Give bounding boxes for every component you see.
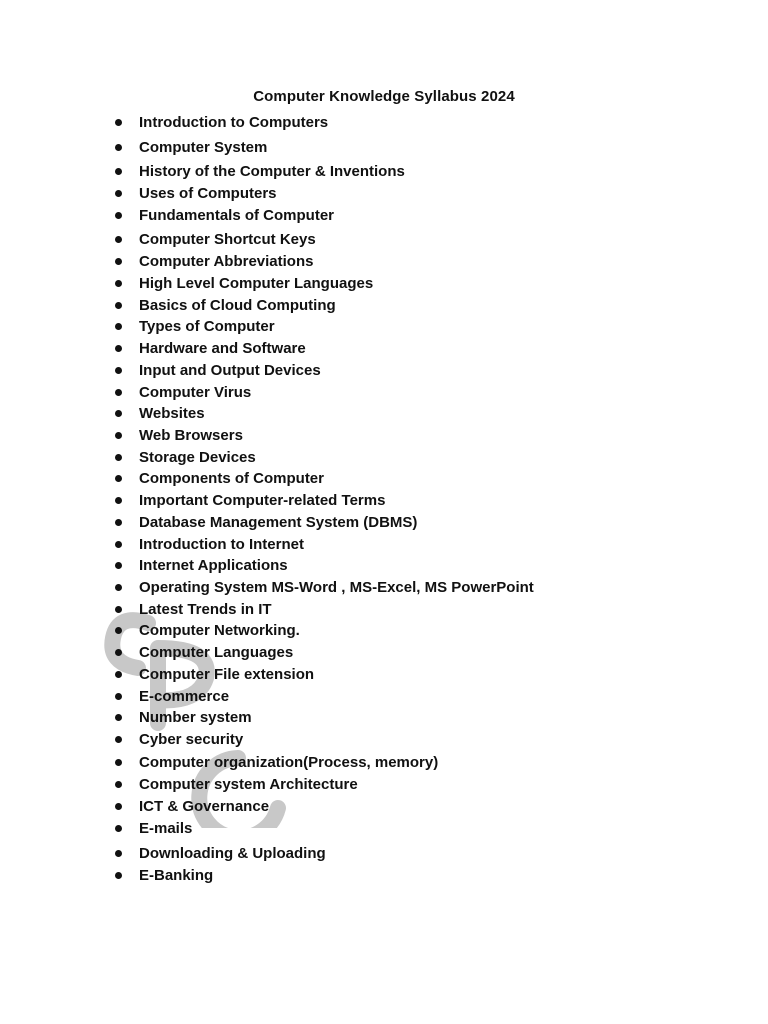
list-item-label: Cyber security — [139, 731, 244, 748]
bullet-icon — [115, 825, 122, 832]
list-item — [115, 138, 675, 158]
bullet-icon — [115, 410, 122, 417]
list-item — [115, 230, 675, 250]
list-item — [115, 621, 675, 641]
list-item-label: Computer Abbreviations — [139, 253, 314, 270]
list-item-label: Web Browsers — [139, 427, 243, 444]
list-item-label: Components of Computer — [139, 470, 324, 487]
list-item — [115, 513, 675, 533]
bullet-icon — [115, 606, 122, 613]
bullet-icon — [115, 236, 122, 243]
bullet-icon — [115, 627, 122, 634]
list-item-label: Internet Applications — [139, 557, 288, 574]
list-item — [115, 339, 675, 359]
list-item-label: Computer Networking. — [139, 622, 300, 639]
bullet-icon — [115, 280, 122, 287]
list-item — [115, 730, 675, 750]
list-item-label: Computer System — [139, 139, 268, 156]
list-item-label: Introduction to Computers — [139, 114, 329, 131]
bullet-icon — [115, 736, 122, 743]
bullet-icon — [115, 714, 122, 721]
list-item — [115, 687, 675, 707]
list-item — [115, 665, 675, 685]
list-item-label: Websites — [139, 405, 205, 422]
bullet-icon — [115, 323, 122, 330]
bullet-icon — [115, 144, 122, 151]
list-item-label: Important Computer-related Terms — [139, 492, 386, 509]
list-item — [115, 296, 675, 316]
list-item — [115, 578, 675, 598]
bullet-icon — [115, 119, 122, 126]
list-item-label: Types of Computer — [139, 318, 275, 335]
list-item-label: High Level Computer Languages — [139, 275, 374, 292]
list-item-label: Uses of Computers — [139, 185, 277, 202]
bullet-icon — [115, 168, 122, 175]
bullet-icon — [115, 562, 122, 569]
bullet-icon — [115, 475, 122, 482]
list-item — [115, 535, 675, 555]
list-item-label: History of the Computer & Inventions — [139, 163, 405, 180]
list-item-label: Computer system Architecture — [139, 776, 358, 793]
list-item — [115, 274, 675, 294]
bullet-icon — [115, 541, 122, 548]
list-item — [115, 317, 675, 337]
list-item-label: Hardware and Software — [139, 340, 306, 357]
list-item-label: Computer Languages — [139, 644, 294, 661]
list-item — [115, 797, 675, 817]
list-item — [115, 556, 675, 576]
list-item — [115, 491, 675, 511]
list-item — [115, 426, 675, 446]
list-item-label: ICT & Governance — [139, 798, 270, 815]
list-item — [115, 448, 675, 468]
list-item — [115, 775, 675, 795]
list-item — [115, 643, 675, 663]
bullet-icon — [115, 671, 122, 678]
list-item-label: E-Banking — [139, 867, 214, 884]
bullet-icon — [115, 759, 122, 766]
list-item-label: Fundamentals of Computer — [139, 207, 335, 224]
list-item-label: Computer Shortcut Keys — [139, 231, 316, 248]
bullet-icon — [115, 302, 122, 309]
bullet-icon — [115, 258, 122, 265]
list-item — [115, 469, 675, 489]
list-item — [115, 404, 675, 424]
bullet-icon — [115, 190, 122, 197]
list-item — [115, 113, 675, 133]
bullet-icon — [115, 454, 122, 461]
list-item — [115, 844, 675, 864]
bullet-icon — [115, 781, 122, 788]
document-title: Computer Knowledge Syllabus 2024 — [253, 88, 515, 105]
list-item-label: Input and Output Devices — [139, 362, 321, 379]
list-item-label: Computer Virus — [139, 384, 252, 401]
bullet-icon — [115, 850, 122, 857]
list-item-label: Basics of Cloud Computing — [139, 297, 336, 314]
list-item — [115, 252, 675, 272]
list-item — [115, 383, 675, 403]
list-item-label: Downloading & Uploading — [139, 845, 326, 862]
bullet-icon — [115, 649, 122, 656]
bullet-icon — [115, 345, 122, 352]
list-item-label: Computer File extension — [139, 666, 315, 683]
bullet-icon — [115, 519, 122, 526]
list-item — [115, 753, 675, 773]
list-item — [115, 819, 675, 839]
bullet-icon — [115, 367, 122, 374]
bullet-icon — [115, 803, 122, 810]
list-item — [115, 866, 675, 886]
list-item — [115, 184, 675, 204]
list-item-label: E-commerce — [139, 688, 230, 705]
list-item-label: E-mails — [139, 820, 193, 837]
bullet-icon — [115, 584, 122, 591]
bullet-icon — [115, 389, 122, 396]
bullet-icon — [115, 693, 122, 700]
list-item — [115, 708, 675, 728]
list-item — [115, 600, 675, 620]
bullet-icon — [115, 212, 122, 219]
bullet-icon — [115, 497, 122, 504]
list-item-label: Number system — [139, 709, 252, 726]
bullet-icon — [115, 872, 122, 879]
list-item-label: Storage Devices — [139, 449, 256, 466]
list-item-label: Computer organization(Process, memory) — [139, 754, 439, 771]
list-item — [115, 361, 675, 381]
list-item-label: Introduction to Internet — [139, 536, 304, 553]
list-item-label: Latest Trends in IT — [139, 601, 272, 618]
list-item-label: Operating System MS-Word , MS-Excel, MS PowerPoint — [139, 579, 534, 596]
bullet-icon — [115, 432, 122, 439]
list-item — [115, 162, 675, 182]
list-item-label: Database Management System (DBMS) — [139, 514, 418, 531]
list-item — [115, 206, 675, 226]
